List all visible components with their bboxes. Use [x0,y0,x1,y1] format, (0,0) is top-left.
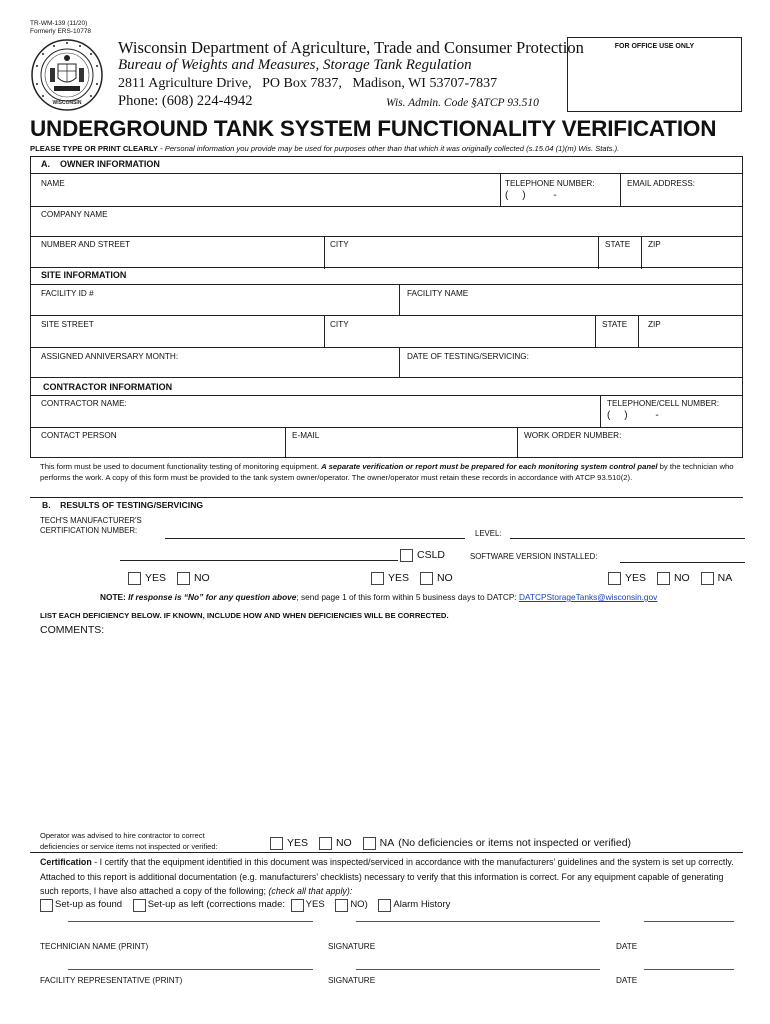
contact-person-field[interactable] [41,442,281,456]
agency-name: Wisconsin Department of Agriculture, Trade and Consumer Protection [118,38,584,57]
operator-na-checkbox[interactable] [363,837,376,850]
contractor-email-label: E-MAIL [292,431,320,440]
contractor-phone-field[interactable]: ( ) - [607,410,659,421]
q1-no-checkbox[interactable] [177,572,190,585]
owner-street-field[interactable] [41,251,321,265]
software-version-label: SOFTWARE VERSION INSTALLED: [470,552,598,561]
software-version-field[interactable] [620,562,745,563]
owner-state-label: STATE [605,240,631,249]
certification-check-note: (check all that apply): [268,886,353,896]
technician-name-label: TECHNICIAN NAME (PRINT) [40,942,149,951]
testing-date-field[interactable] [407,363,737,377]
site-row-address [31,315,742,347]
facility-name-label: FACILITY NAME [407,289,469,298]
facility-rep-name-field[interactable] [68,969,313,970]
agency-address: 2811 Agriculture Drive, PO Box 7837, Madison, WI 53707-7837 [118,76,498,91]
owner-section-letter: A. [41,159,50,169]
certification-statement [40,855,735,899]
technician-date-label: DATE [616,942,638,951]
operator-advised-line-2: deficiencies or service items not inspected or verified: [40,842,218,851]
q3-na-label: NA [717,572,733,585]
q3-no-label: NO [673,572,690,585]
site-row-facility [31,284,742,315]
site-section [30,268,743,378]
contractor-email-field[interactable] [292,442,512,456]
q2-yes-checkbox[interactable] [371,572,384,585]
site-zip-field[interactable] [648,331,738,345]
csld-option [400,548,453,562]
q2-yes-label: YES [388,572,410,585]
operator-no-label: NO [335,837,352,850]
owner-telephone-label: TELEPHONE NUMBER: [505,179,595,188]
facility-rep-date-label: DATE [616,976,638,985]
site-zip-label: ZIP [648,320,661,329]
site-city-label: CITY [330,320,349,329]
q3-yes-checkbox[interactable] [608,572,621,585]
anniversary-field[interactable] [41,363,391,377]
technician-signature-label: SIGNATURE [328,942,376,951]
owner-company-label: COMPANY NAME [41,210,108,219]
contractor-section [30,378,743,458]
csld-checkbox[interactable] [400,549,413,562]
setup-found-checkbox[interactable] [40,899,53,912]
level-field[interactable] [510,538,745,539]
facility-id-field[interactable] [41,300,391,314]
site-state-label: STATE [602,320,628,329]
instructions [30,144,619,154]
owner-name-label: NAME [41,179,65,188]
technician-name-field[interactable] [68,921,313,922]
form-number: TR-WM-139 (11/20) [30,20,88,27]
formerly-number: Formerly ERS-10778 [30,28,92,35]
owner-telephone-field[interactable]: ( ) - [505,190,557,201]
q2-no-label: NO [436,572,453,585]
results-section-title: RESULTS OF TESTING/SERVICING [60,500,204,510]
setup-left-yes-label: YES [305,899,325,910]
owner-zip-label: ZIP [648,240,661,249]
contractor-name-field[interactable] [41,410,591,424]
operator-yes-checkbox[interactable] [270,837,283,850]
note-condition: If response is “No” for any question above [125,592,297,602]
site-street-label: SITE STREET [41,320,94,329]
contractor-row-contact [31,427,742,458]
q3-na-checkbox[interactable] [701,572,714,585]
question-2-options [371,571,461,585]
site-row-dates [31,347,742,378]
owner-zip-field[interactable] [648,251,738,265]
testing-date-label: DATE OF TESTING/SERVICING: [407,352,529,361]
results-section-letter: B. [42,500,51,510]
facility-rep-name-label: FACILITY REPRESENTATIVE (PRINT) [40,976,183,985]
owner-street-label: NUMBER AND STREET [41,240,131,249]
owner-city-field[interactable] [330,251,592,265]
notice-rest: by the technician who performs the work. A copy of this form must be provided to the tank system owner/operator. The owner/operator must retain these records in accordance with ATCP 93.510(2). [40,462,734,482]
owner-name-field[interactable] [41,190,496,204]
contractor-section-title: CONTRACTOR INFORMATION [43,382,173,392]
facility-id-label: FACILITY ID # [41,289,94,298]
owner-email-label: EMAIL ADDRESS: [627,179,695,188]
cert-label-line-2: CERTIFICATION NUMBER: [40,526,138,535]
csld-label: CSLD [417,549,446,562]
notice-emphasis: A separate verification or report must be prepared for each monitoring system control panel [321,462,658,471]
q1-yes-label: YES [145,572,167,585]
certification-options [40,898,458,913]
facility-rep-date-field[interactable] [644,969,734,970]
facility-rep-signature-label: SIGNATURE [328,976,376,985]
facility-name-field[interactable] [407,300,737,314]
wisconsin-seal [30,38,104,112]
bureau-name: Bureau of Weights and Measures, Storage Tank Regulation [118,57,472,73]
q3-yes-label: YES [625,572,647,585]
work-order-label: WORK ORDER NUMBER: [524,431,622,440]
setup-left-checkbox[interactable] [133,899,146,912]
operator-na-note: (No deficiencies or items not inspected or verified) [398,837,632,850]
setup-left-no-label: NO) [350,899,368,910]
owner-state-field[interactable] [605,251,637,265]
q1-no-label: NO [193,572,210,585]
cert-number-label [40,516,142,536]
equipment-field[interactable] [120,560,398,561]
contractor-phone-label: TELEPHONE/CELL NUMBER: [607,399,720,408]
certification-text: - I certify that the equipment identified in this document was inspected/serviced in accordance with the manufacturers’ guidelines and the system is set up correctly. Attached to this report is additional documentation (e.g. manufacturers’ checklists) necessary to verify that this information is correct. For any equipment capable of generating such reports, I have also attached a copy of the following; [40,857,734,896]
q3-no-checkbox[interactable] [657,572,670,585]
comments-label: COMMENTS: [40,624,105,636]
site-city-field[interactable] [330,331,590,345]
level-label: LEVEL: [475,529,502,538]
site-state-field[interactable] [602,331,634,345]
alarm-history-checkbox[interactable] [378,899,391,912]
datcp-email-link[interactable]: DATCPStorageTanks@wisconsin.gov [519,592,658,602]
operator-advised-options [270,836,639,850]
q1-yes-checkbox[interactable] [128,572,141,585]
setup-left-yes-checkbox[interactable] [291,899,304,912]
notice-text: This form must be used to document functionality testing of monitoring equipment. [40,462,322,471]
owner-row-address [31,236,742,269]
office-use-label: FOR OFFICE USE ONLY [614,43,695,50]
question-1-options [128,571,218,585]
owner-section-title: OWNER INFORMATION [60,159,160,169]
owner-section-header [41,159,160,170]
technician-date-field[interactable] [644,921,734,922]
work-order-field[interactable] [524,442,734,456]
q2-no-checkbox[interactable] [420,572,433,585]
operator-advised-text [40,830,218,852]
site-street-field[interactable] [41,331,321,345]
seal-bottom-text: WISCONSIN [52,100,82,106]
instructions-privacy: - Personal information you provide may be used for purposes other than that which it was originally collected (s.15.04 (1)(m) Wis. Stats.). [158,144,620,153]
comments-field[interactable] [40,640,740,825]
owner-email-field[interactable] [627,190,737,204]
site-section-title: SITE INFORMATION [41,270,127,280]
cert-number-field[interactable] [165,538,465,539]
certification-lead: Certification [40,857,92,867]
facility-rep-signature-field[interactable] [356,969,600,970]
alarm-history-label: Alarm History [393,899,451,910]
technician-signature-field[interactable] [356,921,600,922]
contact-person-label: CONTACT PERSON [41,431,117,440]
page-title: UNDERGROUND TANK SYSTEM FUNCTIONALITY VERIFICATION [30,116,717,141]
note-instructions: ; send page 1 of this form within 5 business days to DATCP: [296,592,519,602]
operator-yes-label: YES [287,837,309,850]
deficiency-instructions: LIST EACH DEFICIENCY BELOW. IF KNOWN, INCLUDE HOW AND WHEN DEFICIENCIES WILL BE CORRECTED. [40,611,449,620]
contractor-name-label: CONTRACTOR NAME: [41,399,127,408]
owner-company-field[interactable] [41,221,731,235]
admin-code: Wis. Admin. Code §ATCP 93.510 [386,97,539,109]
contractor-row-name [31,395,742,427]
setup-left-label: Set-up as left (corrections made: [147,899,286,910]
note-label: NOTE: [100,592,126,602]
operator-no-checkbox[interactable] [319,837,332,850]
office-use-box [567,37,742,112]
no-response-note [100,592,657,603]
notice-paragraph [40,461,740,483]
owner-section [30,156,743,268]
instructions-bold: PLEASE TYPE OR PRINT CLEARLY [30,144,158,153]
owner-row-name [31,173,742,206]
setup-left-no-checkbox[interactable] [335,899,348,912]
question-3-options [608,571,740,585]
results-section-header [42,500,203,511]
owner-city-label: CITY [330,240,349,249]
operator-na-label: NA [379,837,395,850]
cert-label-line-1: TECH'S MANUFACTURER'S [40,516,142,525]
setup-found-label: Set-up as found [55,899,123,910]
agency-phone: Phone: (608) 224-4942 [118,93,253,109]
operator-advised-line-1: Operator was advised to hire contractor to correct [40,831,205,840]
anniversary-label: ASSIGNED ANNIVERSARY MONTH: [41,352,179,361]
